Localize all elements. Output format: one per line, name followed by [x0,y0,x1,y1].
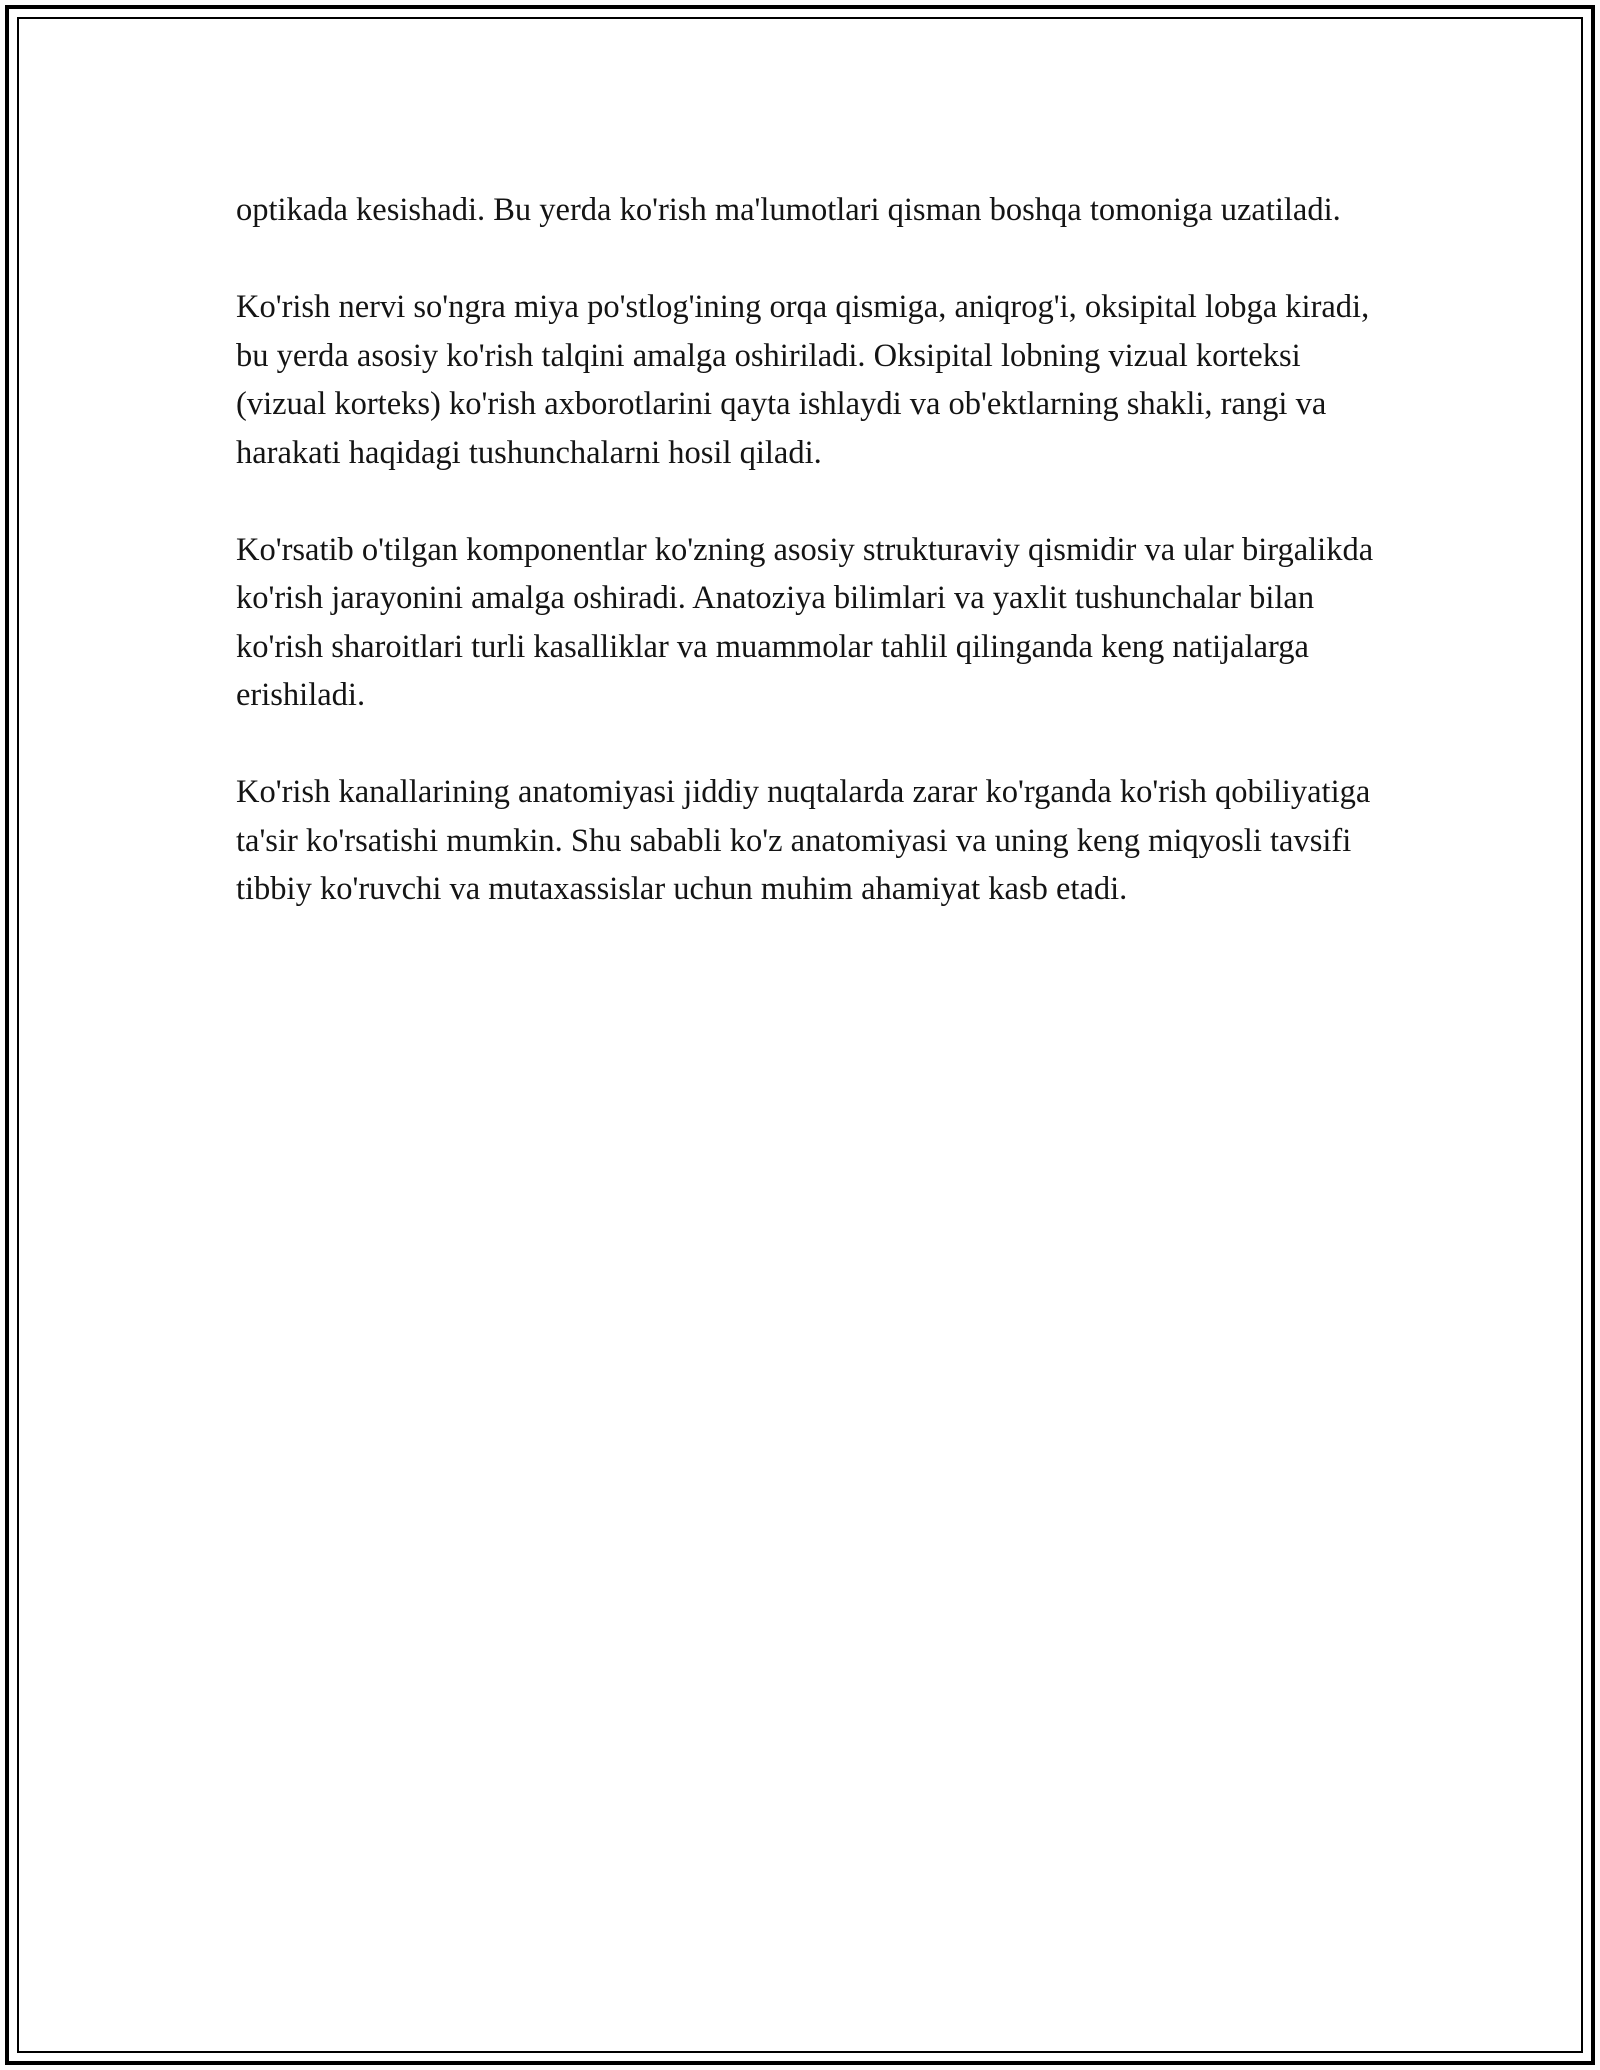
paragraph-3: Ko'rsatib o'tilgan komponentlar ko'zning asosiy strukturaviy qismidir va ular birgalikda ko'rish jarayonini amalga oshiradi. Anatoziya bilimlari va yaxlit tushunchalar bilan ko'rish sharoitlari turli kasalliklar va muammolar tahlil qilinganda keng natijalarga erishiladi. [236,531,1374,713]
document-body [236,186,1376,962]
paragraph-1: optikada kesishadi. Bu yerda ko'rish ma'lumotlari qisman boshqa tomoniga uzatiladi. [236,192,1341,228]
paragraph-2: Ko'rish nervi so'ngra miya po'stlog'ining orqa qismiga, aniqrog'i, oksipital lobga kiradi, bu yerda asosiy ko'rish talqini amalga oshiriladi. Oksipital lobning vizual korteksi (vizual korteks) ko'rish axborotlarini qayta ishlaydi va ob'ektlarning shakli, rangi va harakati haqidagi tushunchalarni hosil qiladi. [236,289,1370,471]
paragraph-4: Ko'rish kanallarining anatomiyasi jiddiy nuqtalarda zarar ko'rganda ko'rish qobiliyatiga ta'sir ko'rsatishi mumkin. Shu sababli ko'z anatomiyasi va uning keng miqyosli tavsifi tibbiy ko'ruvchi va mutaxassislar uchun muhim ahamiyat kasb etadi. [236,774,1371,907]
